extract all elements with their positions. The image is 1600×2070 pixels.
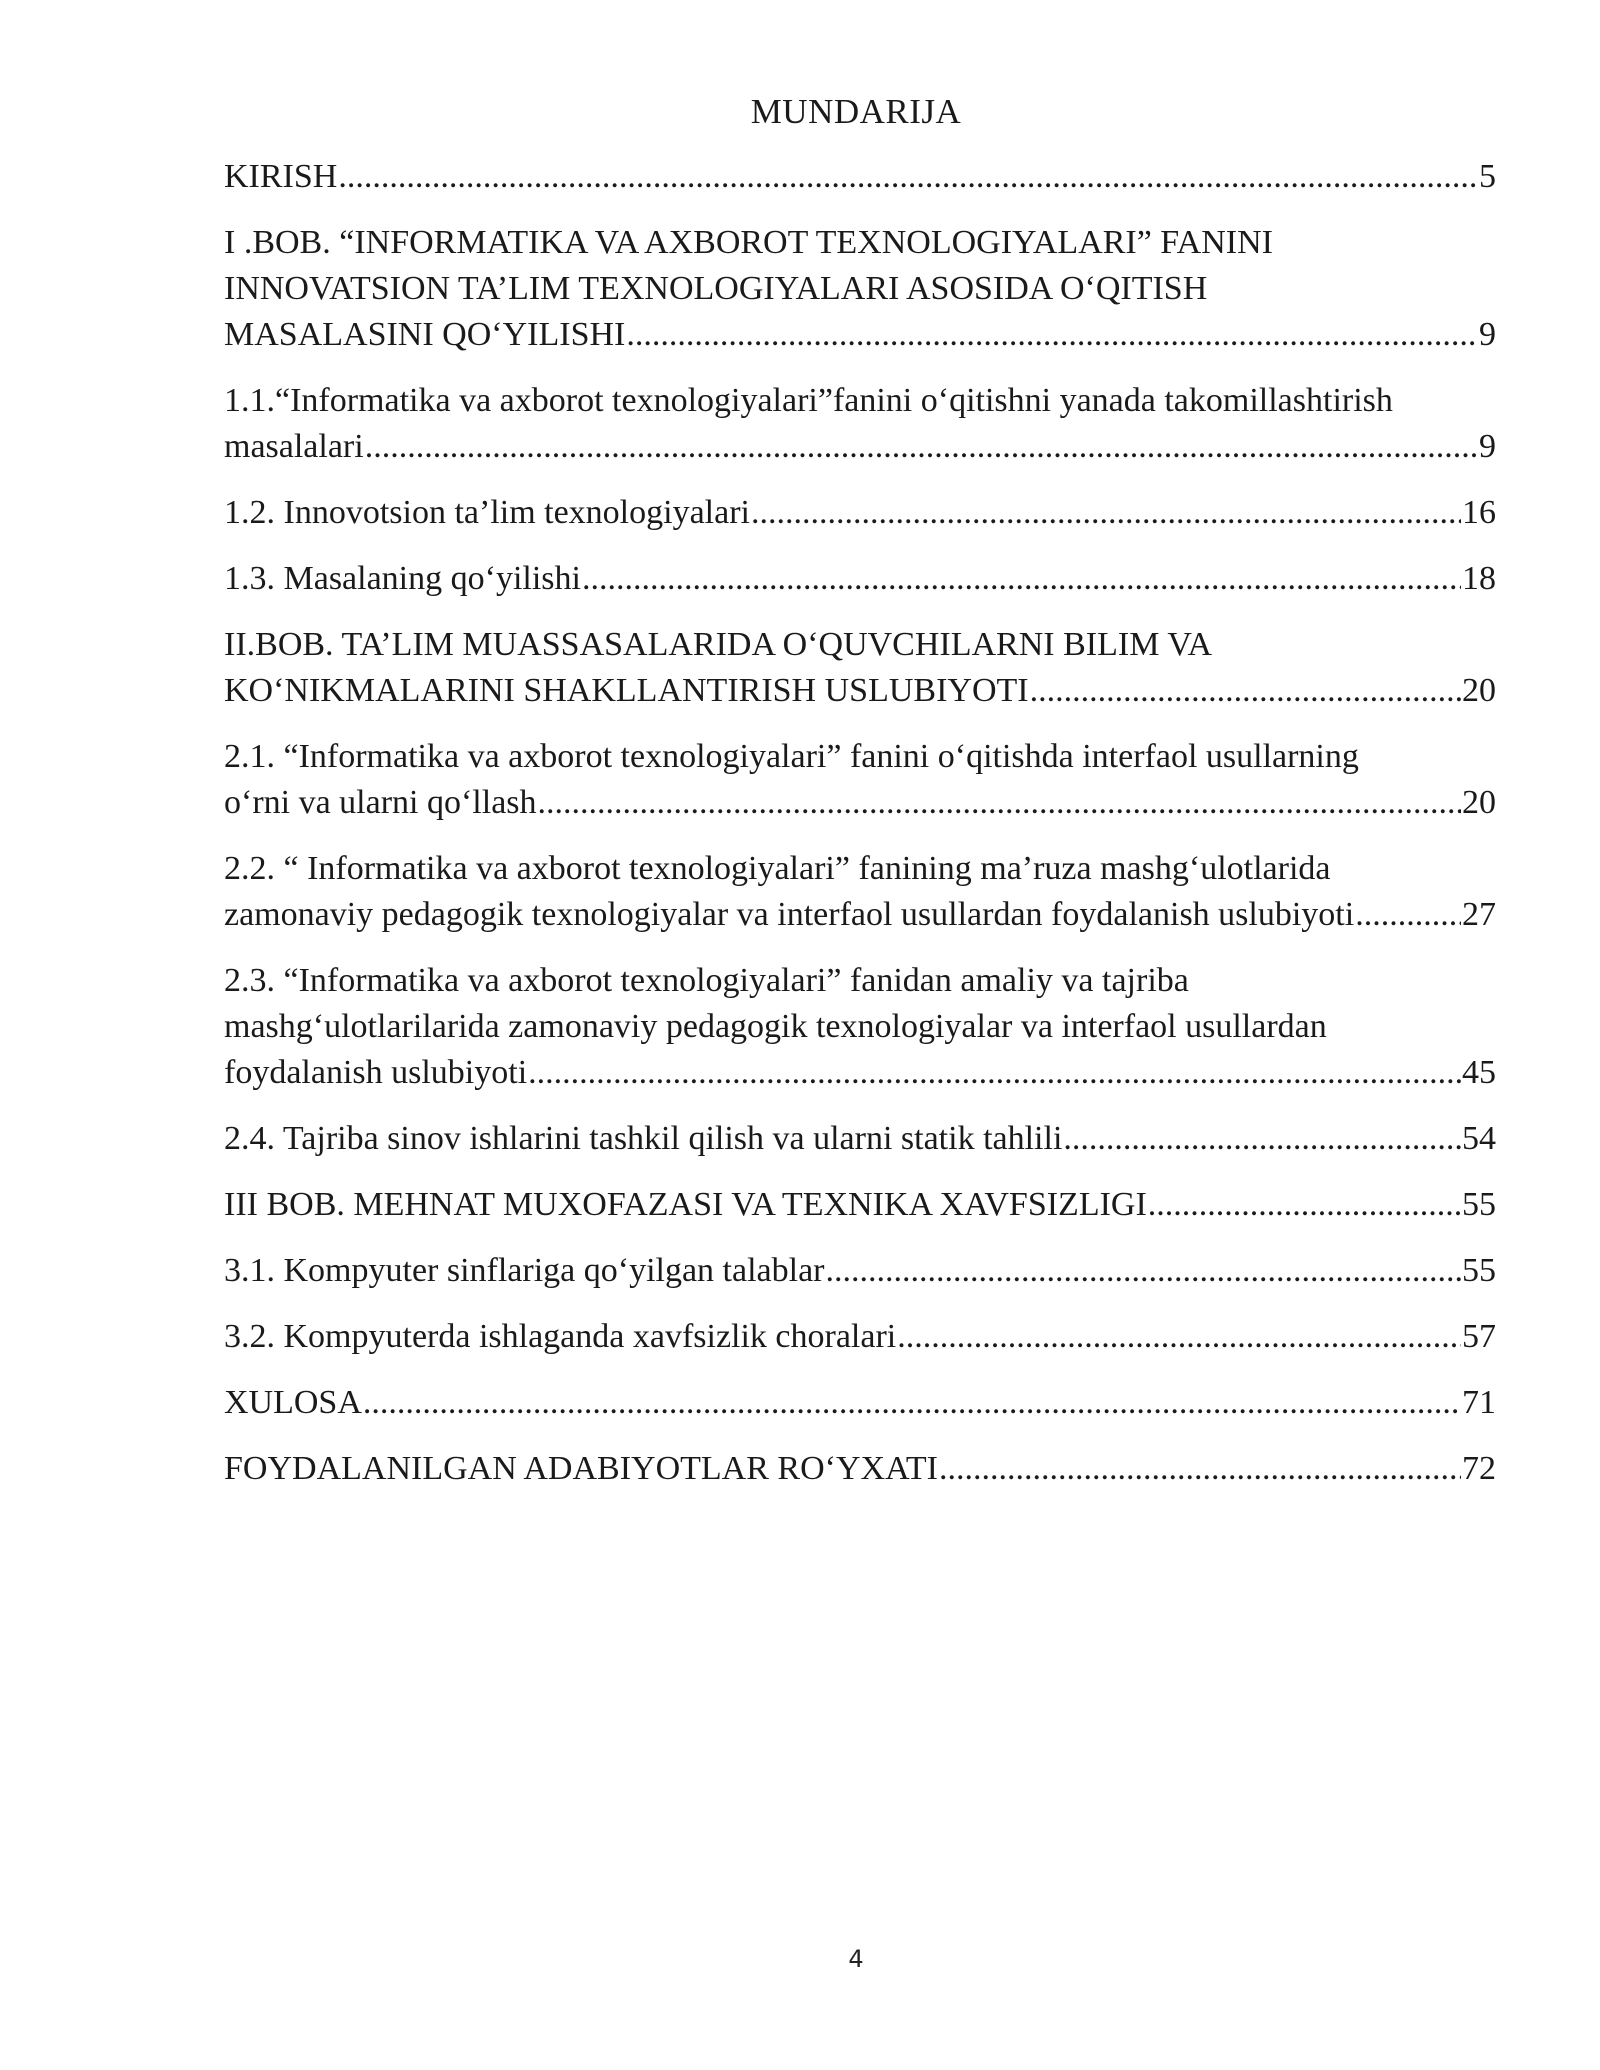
toc-entry-text-line: INNOVATSION TA’LIM TEXNOLOGIYALARI ASOSIDA O‘QITISH xyxy=(224,270,1208,307)
dot-leader xyxy=(1355,892,1461,938)
dot-leader xyxy=(1030,668,1461,714)
toc-entry-leader-line xyxy=(224,1182,1496,1228)
dot-leader xyxy=(939,1446,1461,1492)
toc-entry-page-number: 18 xyxy=(1462,560,1496,597)
toc-entry-page-number: 27 xyxy=(1462,896,1496,933)
dot-leader xyxy=(338,154,1478,200)
toc-entry-text-line: 2.3. “Informatika va axborot texnologiyalari” fanidan amaliy va tajriba xyxy=(224,962,1189,999)
toc-entry[interactable] xyxy=(224,846,1496,938)
toc-entry-text-line: 2.2. “ Informatika va axborot texnologiyalari” fanining ma’ruza mashg‘ulotlarida xyxy=(224,850,1331,887)
toc-entry[interactable] xyxy=(224,1182,1496,1228)
toc-entry-title: 3.1. Kompyuter sinflariga qo‘yilgan talablar xyxy=(224,1252,825,1289)
toc-entry-title: foydalanish uslubiyoti xyxy=(224,1054,528,1091)
toc-entry-title: III BOB. MEHNAT MUXOFAZASI VA TEXNIKA XAVFSIZLIGI xyxy=(224,1186,1147,1223)
dot-leader xyxy=(751,490,1461,536)
dot-leader xyxy=(897,1314,1461,1360)
toc-entry[interactable] xyxy=(224,220,1496,358)
dot-leader xyxy=(363,1380,1461,1426)
toc-entry-page-number: 54 xyxy=(1462,1120,1496,1157)
dot-leader xyxy=(538,780,1461,826)
toc-entry-page-number: 72 xyxy=(1462,1450,1496,1487)
toc-entry-text-line: mashg‘ulotlarilarida zamonaviy pedagogik texnologiyalar va interfaol usullardan xyxy=(224,1008,1327,1045)
toc-entry-title: masalalari xyxy=(224,428,364,465)
toc-entry[interactable] xyxy=(224,1446,1496,1492)
toc-entry-leader-line xyxy=(224,154,1496,200)
toc-entry-title: FOYDALANILGAN ADABIYOTLAR RO‘YXATI xyxy=(224,1450,938,1487)
table-of-contents xyxy=(224,154,1496,1512)
toc-entry-leader-line xyxy=(224,668,1496,714)
dot-leader xyxy=(826,1248,1462,1294)
toc-entry-leader-line xyxy=(224,1446,1496,1492)
toc-entry[interactable] xyxy=(224,378,1496,470)
toc-entry-text-line: II.BOB. TA’LIM MUASSASALARIDA O‘QUVCHILARNI BILIM VA xyxy=(224,626,1213,663)
toc-entry[interactable] xyxy=(224,1380,1496,1426)
toc-entry-text-line: 1.1.“Informatika va axborot texnologiyalari”fanini o‘qitishni yanada takomillashtirish xyxy=(224,382,1393,419)
toc-entry[interactable] xyxy=(224,1248,1496,1294)
toc-entry-leader-line xyxy=(224,556,1496,602)
dot-leader xyxy=(626,312,1478,358)
toc-entry-page-number: 20 xyxy=(1462,784,1496,821)
toc-entry[interactable] xyxy=(224,1314,1496,1360)
toc-entry-leader-line xyxy=(224,1116,1496,1162)
toc-entry-text-line: 2.1. “Informatika va axborot texnologiyalari” fanini o‘qitishda interfaol usullarning xyxy=(224,738,1359,775)
dot-leader xyxy=(1148,1182,1461,1228)
toc-entry-title: 1.3. Masalaning qo‘yilishi xyxy=(224,560,581,597)
toc-entry-page-number: 9 xyxy=(1479,316,1496,353)
toc-entry-leader-line xyxy=(224,892,1496,938)
toc-entry-page-number: 9 xyxy=(1479,428,1496,465)
toc-entry-page-number: 20 xyxy=(1462,672,1496,709)
toc-entry-page-number: 55 xyxy=(1462,1186,1496,1223)
toc-entry-page-number: 71 xyxy=(1462,1384,1496,1421)
toc-entry[interactable] xyxy=(224,490,1496,536)
dot-leader xyxy=(582,556,1461,602)
toc-entry-leader-line xyxy=(224,780,1496,826)
toc-entry-page-number: 57 xyxy=(1462,1318,1496,1355)
toc-entry-title: zamonaviy pedagogik texnologiyalar va interfaol usullardan foydalanish uslubiyoti xyxy=(224,896,1355,933)
dot-leader xyxy=(528,1050,1461,1096)
toc-entry-leader-line xyxy=(224,424,1496,470)
toc-entry[interactable] xyxy=(224,556,1496,602)
page-number: 4 xyxy=(848,1945,864,1973)
dot-leader xyxy=(365,424,1478,470)
toc-heading: MUNDARIJA xyxy=(750,92,962,131)
toc-entry-leader-line xyxy=(224,312,1496,358)
toc-entry-leader-line xyxy=(224,1380,1496,1426)
toc-entry-title: 2.4. Tajriba sinov ishlarini tashkil qilish va ularni statik tahlili xyxy=(224,1120,1063,1157)
toc-entry-leader-line xyxy=(224,1248,1496,1294)
toc-entry-title: KO‘NIKMALARINI SHAKLLANTIRISH USLUBIYOTI xyxy=(224,672,1029,709)
toc-entry-title: XULOSA xyxy=(224,1384,362,1421)
toc-entry-leader-line xyxy=(224,490,1496,536)
toc-entry-title: MASALASINI QO‘YILISHI xyxy=(224,316,626,353)
toc-entry-leader-line xyxy=(224,1050,1496,1096)
toc-entry-page-number: 5 xyxy=(1479,158,1496,195)
toc-entry[interactable] xyxy=(224,958,1496,1096)
toc-entry-title: 1.2. Innovotsion ta’lim texnologiyalari xyxy=(224,494,750,531)
toc-entry-title: KIRISH xyxy=(224,158,338,195)
toc-entry-leader-line xyxy=(224,1314,1496,1360)
toc-entry-page-number: 45 xyxy=(1462,1054,1496,1091)
toc-entry-title: o‘rni va ularni qo‘llash xyxy=(224,784,537,821)
toc-entry[interactable] xyxy=(224,1116,1496,1162)
toc-entry[interactable] xyxy=(224,734,1496,826)
toc-entry[interactable] xyxy=(224,622,1496,714)
toc-entry[interactable] xyxy=(224,154,1496,200)
toc-entry-page-number: 55 xyxy=(1462,1252,1496,1289)
toc-entry-title: 3.2. Kompyuterda ishlaganda xavfsizlik choralari xyxy=(224,1318,897,1355)
dot-leader xyxy=(1063,1116,1461,1162)
toc-entry-text-line: I .BOB. “INFORMATIKA VA AXBOROT TEXNOLOGIYALARI” FANINI xyxy=(224,224,1273,261)
toc-entry-page-number: 16 xyxy=(1462,494,1496,531)
